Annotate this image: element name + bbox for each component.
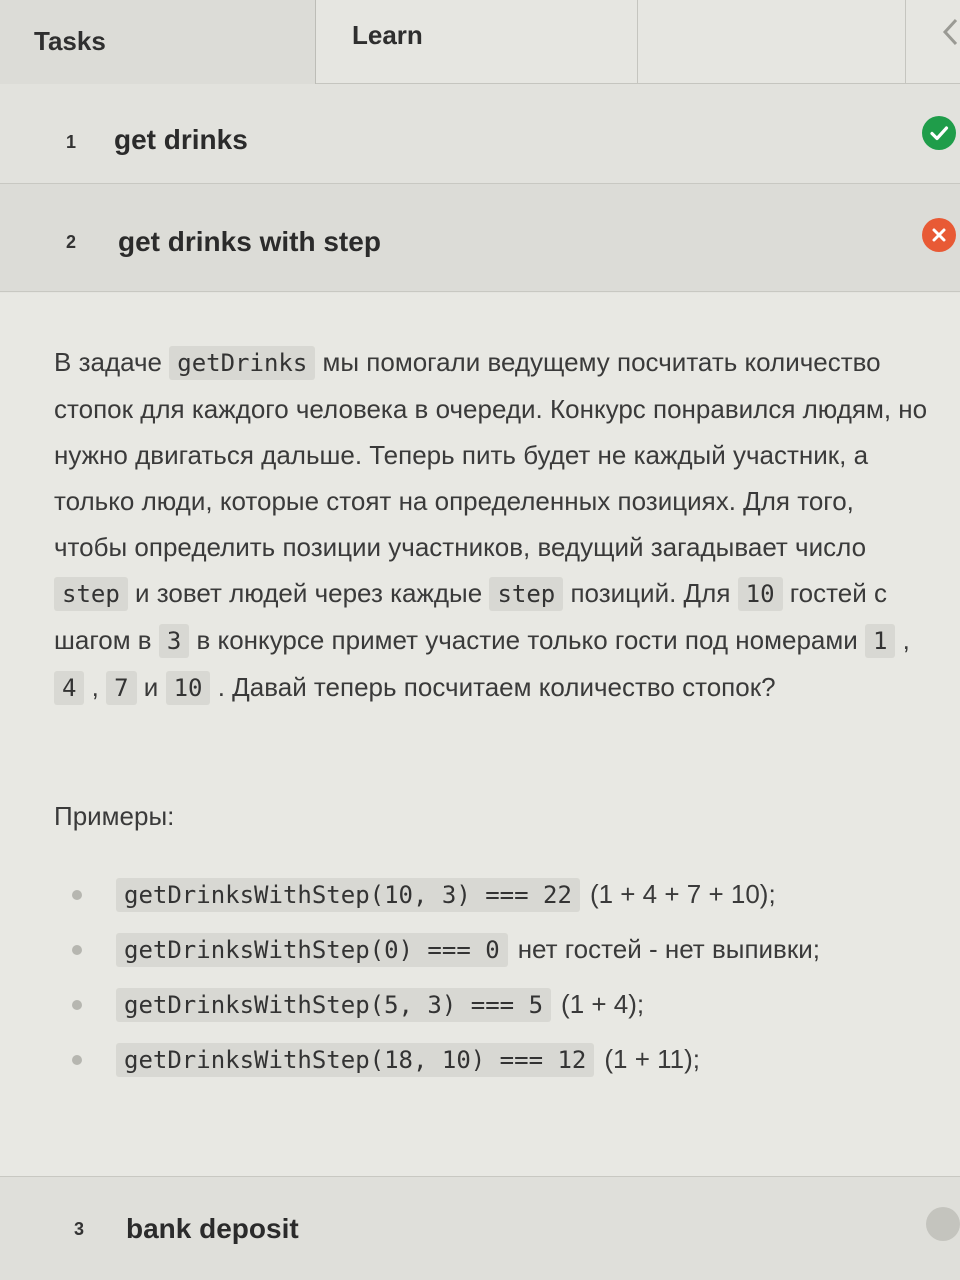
inline-code: 7 [106,671,136,705]
desc-text: мы помогали ведущему посчитать количество стопок для каждого человека в очереди. Конкурс понравился людям, но нужно двигаться дальше. Теперь пить будет не каждый участник, а только люди, которые стоят на определенных позициях. Для того, чтобы определить позиции участников, ведущий загадывает число [54,347,928,562]
example-item [66,922,946,977]
tab-tasks-label: Tasks [34,26,106,56]
task-title: bank deposit [126,1213,299,1244]
bullet-icon [72,1055,82,1065]
bullet-icon [72,890,82,900]
tab-placeholder [638,0,906,84]
example-item [66,1032,946,1087]
inline-code: 10 [738,577,783,611]
task-status-not-started [926,1207,960,1241]
example-note: нет гостей - нет выпивки; [517,934,820,964]
inline-code: 10 [166,671,211,705]
tab-learn-label: Learn [352,20,423,50]
desc-text: гостей с шагом в [54,578,887,655]
example-code: getDrinksWithStep(5, 3) === 5 [116,988,551,1022]
inline-code: 4 [54,671,84,705]
task-description-text [54,339,934,711]
desc-text: , [895,625,910,655]
task-number: 2 [66,232,77,252]
task-description [0,293,960,1176]
example-note: (1 + 4); [561,989,645,1019]
desc-text: , [84,672,107,702]
tab-learn[interactable] [316,0,638,84]
task-number: 1 [66,132,77,152]
task-item-get-drinks[interactable] [0,84,960,184]
task-item-get-drinks-with-step[interactable] [0,184,960,292]
task-status-failed [922,218,956,252]
example-note: (1 + 11); [604,1044,700,1074]
examples-list [66,867,946,1087]
desc-text: позиций. Для [563,578,738,608]
example-item [66,977,946,1032]
inline-code: step [54,577,128,611]
examples-heading: Примеры: [54,801,175,831]
inline-code: getDrinks [169,346,315,380]
inline-code: 1 [865,624,895,658]
desc-text: и [136,672,166,702]
bullet-icon [72,1000,82,1010]
desc-text: . Давай теперь посчитаем количество стопок? [210,672,776,702]
inline-code: 3 [159,624,189,658]
task-item-bank-deposit[interactable] [0,1176,960,1280]
example-code: getDrinksWithStep(10, 3) === 22 [116,878,580,912]
inline-code: step [489,577,563,611]
task-title: get drinks with step [118,226,381,257]
tab-tasks[interactable] [0,0,316,84]
task-status-passed [922,116,956,150]
desc-text: в конкурсе примет участие только гости под номерами [189,625,865,655]
chevron-left-icon [942,18,958,46]
example-item [66,867,946,922]
example-code: getDrinksWithStep(0) === 0 [116,933,508,967]
tab-bar [0,0,960,84]
task-number: 3 [74,1219,85,1239]
bullet-icon [72,945,82,955]
cross-icon [922,218,956,252]
example-code: getDrinksWithStep(18, 10) === 12 [116,1043,594,1077]
example-note: (1 + 4 + 7 + 10); [589,879,776,909]
desc-text: В задаче [54,347,170,377]
check-icon [922,116,956,150]
collapse-panel-button[interactable] [906,0,960,84]
desc-text: и зовет людей через каждые [127,578,490,608]
task-title: get drinks [114,124,248,155]
